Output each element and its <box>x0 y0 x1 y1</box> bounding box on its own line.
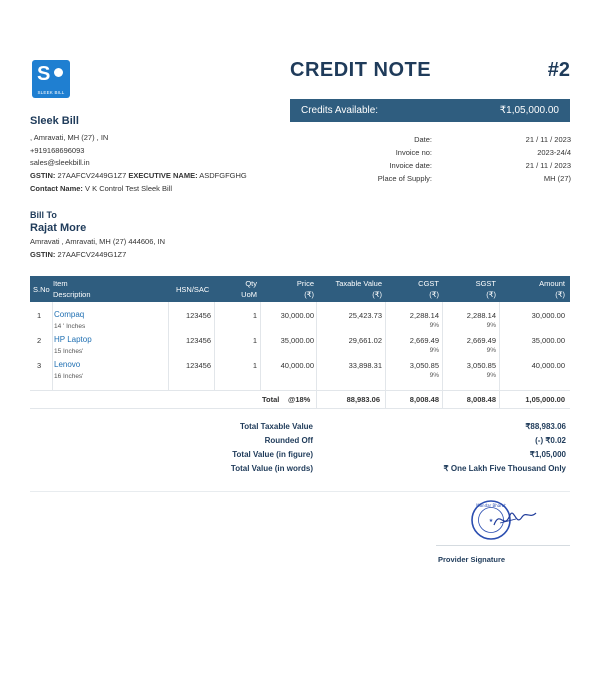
grid-line <box>214 302 215 390</box>
credits-available-bar <box>290 99 570 122</box>
svg-text:★: ★ <box>488 518 494 524</box>
seller-name: Sleek Bill <box>30 115 79 127</box>
th-hsn: HSN/SAC <box>176 285 210 294</box>
total-taxable: 88,983.06 <box>346 395 380 404</box>
row3-sgst: 3,050.85 <box>466 361 496 370</box>
bill-to-label: Bill To <box>30 210 57 220</box>
meta-label-place-of-supply: Place of Supply: <box>377 174 432 183</box>
th-amount-unit: (₹) <box>555 290 565 299</box>
contact-name: V K Control Test Sleek Bill <box>85 184 173 193</box>
row3-hsn: 123456 <box>185 361 211 370</box>
grid-line <box>316 302 317 408</box>
th-amount: Amount <box>539 279 565 288</box>
row2-desc: 15 Inches' <box>54 348 84 355</box>
row1-qty: 1 <box>252 311 257 320</box>
summary-value-figure: ₹1,05,000 <box>529 450 566 459</box>
logo-dot <box>54 68 63 77</box>
summary-label-words: Total Value (in words) <box>230 464 313 473</box>
th-price-unit: (₹) <box>304 290 314 299</box>
meta-value-invoice-date: 21 / 11 / 2023 <box>525 161 571 170</box>
row2-hsn: 123456 <box>185 336 211 345</box>
document-number: #2 <box>547 59 570 81</box>
contact-label: Contact Name: <box>30 184 83 193</box>
grid-line <box>30 408 570 409</box>
company-logo <box>32 60 70 98</box>
meta-value-place-of-supply: MH (27) <box>543 174 571 183</box>
summary-label-taxable: Total Taxable Value <box>239 422 313 431</box>
grid-line <box>442 302 443 408</box>
customer-gstin-line <box>30 250 126 259</box>
row1-hsn: 123456 <box>185 311 211 320</box>
row1-taxable: 25,423.73 <box>348 311 382 320</box>
stamp-text: Mandar Bharat <box>476 503 506 508</box>
total-sgst: 8,008.48 <box>466 395 496 404</box>
customer-name: Rajat More <box>30 222 87 234</box>
row3-amount: 40,000.00 <box>531 361 565 370</box>
row1-item[interactable]: Compaq <box>54 310 85 319</box>
grid-line <box>260 302 261 390</box>
row1-desc: 14 ' Inches <box>54 323 86 330</box>
seller-address: , Amravati, MH (27) , IN <box>30 133 109 142</box>
meta-label-invoice-date: Invoice date: <box>389 161 432 170</box>
row1-sno: 1 <box>37 311 42 320</box>
row3-price: 40,000.00 <box>280 361 314 370</box>
row2-item[interactable]: HP Laptop <box>54 335 92 344</box>
row1-cgst-pct: 9% <box>429 322 439 329</box>
logo-mark: S <box>37 63 51 85</box>
summary-value-taxable: ₹88,983.06 <box>525 422 566 431</box>
th-item: Item <box>53 279 68 288</box>
th-taxable-unit: (₹) <box>372 290 382 299</box>
grid-line <box>385 302 386 408</box>
signature-line <box>436 545 570 546</box>
document-title: CREDIT NOTE <box>290 59 432 81</box>
logo-text: SLEEK BILL <box>37 90 65 95</box>
summary-label-rounded: Rounded Off <box>264 436 313 445</box>
row1-price: 30,000.00 <box>280 311 314 320</box>
summary-value-words: ₹ One Lakh Five Thousand Only <box>443 464 566 473</box>
credits-value: ₹1,05,000.00 <box>499 105 559 116</box>
row3-sno: 3 <box>37 361 42 370</box>
row1-cgst: 2,288.14 <box>409 311 439 320</box>
stamp-seal-icon <box>470 497 540 543</box>
row1-amount: 30,000.00 <box>531 311 565 320</box>
executive-name: ASDFGFGHG <box>199 171 247 180</box>
row3-desc: 16 Inches' <box>54 373 84 380</box>
row2-amount: 35,000.00 <box>531 336 565 345</box>
customer-gstin: 27AAFCV2449G1Z7 <box>57 250 127 259</box>
summary-value-rounded: (-) ₹0.02 <box>535 436 566 445</box>
th-uom: UoM <box>241 290 257 299</box>
grid-line <box>30 390 570 391</box>
th-description: Description <box>53 290 91 299</box>
signature-label: Provider Signature <box>438 555 506 564</box>
row3-taxable: 33,898.31 <box>348 361 382 370</box>
row2-sno: 2 <box>37 336 42 345</box>
customer-address: Amravati , Amravati, MH (27) 444606, IN <box>30 237 166 246</box>
th-taxable: Taxable Value <box>335 279 382 288</box>
total-cgst: 8,008.48 <box>409 395 439 404</box>
row3-cgst-pct: 9% <box>429 372 439 379</box>
row1-sgst: 2,288.14 <box>466 311 496 320</box>
th-cgst-unit: (₹) <box>429 290 439 299</box>
th-cgst: CGST <box>418 279 439 288</box>
row3-item[interactable]: Lenovo <box>54 360 81 369</box>
meta-label-invoice-no: Invoice no: <box>395 148 432 157</box>
grid-line <box>168 302 169 390</box>
row2-sgst-pct: 9% <box>486 347 496 354</box>
th-sgst-unit: (₹) <box>486 290 496 299</box>
row3-sgst-pct: 9% <box>486 372 496 379</box>
th-sno: S.No <box>33 285 50 294</box>
summary-label-figure: Total Value (in figure) <box>232 450 313 459</box>
row2-cgst: 2,669.49 <box>409 336 439 345</box>
total-amount: 1,05,000.00 <box>525 395 565 404</box>
seller-email: sales@sleekbill.in <box>30 158 90 167</box>
credits-label: Credits Available: <box>301 105 379 116</box>
meta-value-invoice-no: 2023-24/4 <box>537 148 571 157</box>
th-qty: Qty <box>245 279 257 288</box>
row2-qty: 1 <box>252 336 257 345</box>
seller-gstin-line <box>30 171 247 180</box>
row3-cgst: 3,050.85 <box>409 361 439 370</box>
row2-sgst: 2,669.49 <box>466 336 496 345</box>
row1-sgst-pct: 9% <box>486 322 496 329</box>
seller-gstin: 27AAFCV2449G1Z7 <box>57 171 127 180</box>
row2-cgst-pct: 9% <box>429 347 439 354</box>
row2-price: 35,000.00 <box>280 336 314 345</box>
customer-gstin-label: GSTIN: <box>30 250 56 259</box>
seller-gstin-label: GSTIN: <box>30 171 56 180</box>
executive-name-label: EXECUTIVE NAME: <box>128 171 198 180</box>
section-divider <box>30 491 570 492</box>
th-price: Price <box>296 279 314 288</box>
th-sgst: SGST <box>475 279 496 288</box>
meta-label-date: Date: <box>414 135 432 144</box>
contact-line <box>30 184 172 193</box>
seller-phone: +919168696093 <box>30 146 85 155</box>
row2-taxable: 29,661.02 <box>348 336 382 345</box>
row3-qty: 1 <box>252 361 257 370</box>
total-rate: @18% <box>288 395 311 404</box>
grid-line <box>499 302 500 408</box>
meta-value-date: 21 / 11 / 2023 <box>525 135 571 144</box>
items-table-header <box>30 276 570 302</box>
grid-line <box>52 302 53 390</box>
total-label: Total <box>262 395 280 404</box>
